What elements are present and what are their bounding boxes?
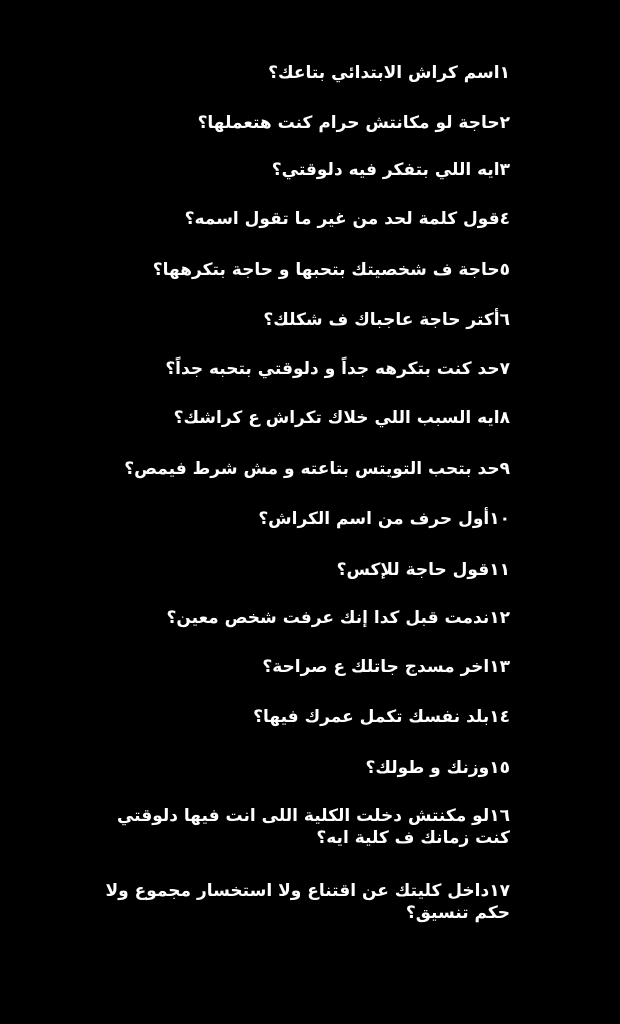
question-14: ١٤بلد نفسك تكمل عمرك فيها؟ [253, 707, 510, 727]
question-8: ٨ايه السبب اللي خلاك تكراش ع كراشك؟ [173, 408, 510, 428]
question-7: ٧حد كنت بتكرهه جداً و دلوقتي بتحبه جداً؟ [165, 359, 510, 379]
question-2: ٢حاجة لو مكانتش حرام كنت هتعملها؟ [197, 113, 510, 133]
question-16: ١٦لو مكنتش دخلت الكلية اللى انت فيها دلوقتي كنت زمانك ف كلية ايه؟ [116, 806, 510, 848]
question-10: ١٠أول حرف من اسم الكراش؟ [258, 509, 510, 529]
question-13: ١٣اخر مسدج جاتلك ع صراحة؟ [262, 657, 510, 677]
question-11: ١١قول حاجة للإكس؟ [336, 560, 510, 580]
question-17: ١٧داخل كليتك عن اقتناع ولا استخسار مجموع ولا حكم تنسيق؟ [105, 881, 510, 923]
question-3: ٣ايه اللي بتفكر فيه دلوقتي؟ [271, 160, 510, 180]
question-5: ٥حاجة ف شخصيتك بتحبها و حاجة بتكرهها؟ [152, 260, 510, 280]
question-4: ٤قول كلمة لحد من غير ما تقول اسمه؟ [184, 209, 510, 229]
question-6: ٦أكتر حاجة عاجباك ف شكلك؟ [263, 310, 510, 330]
question-1: ١اسم كراش الابتدائي بتاعك؟ [268, 63, 510, 83]
question-12: ١٢ندمت قبل كدا إنك عرفت شخص معين؟ [166, 608, 510, 628]
question-15: ١٥وزنك و طولك؟ [365, 758, 510, 778]
question-9: ٩حد بتحب التويتس بتاعته و مش شرط فيمص؟ [124, 459, 510, 479]
